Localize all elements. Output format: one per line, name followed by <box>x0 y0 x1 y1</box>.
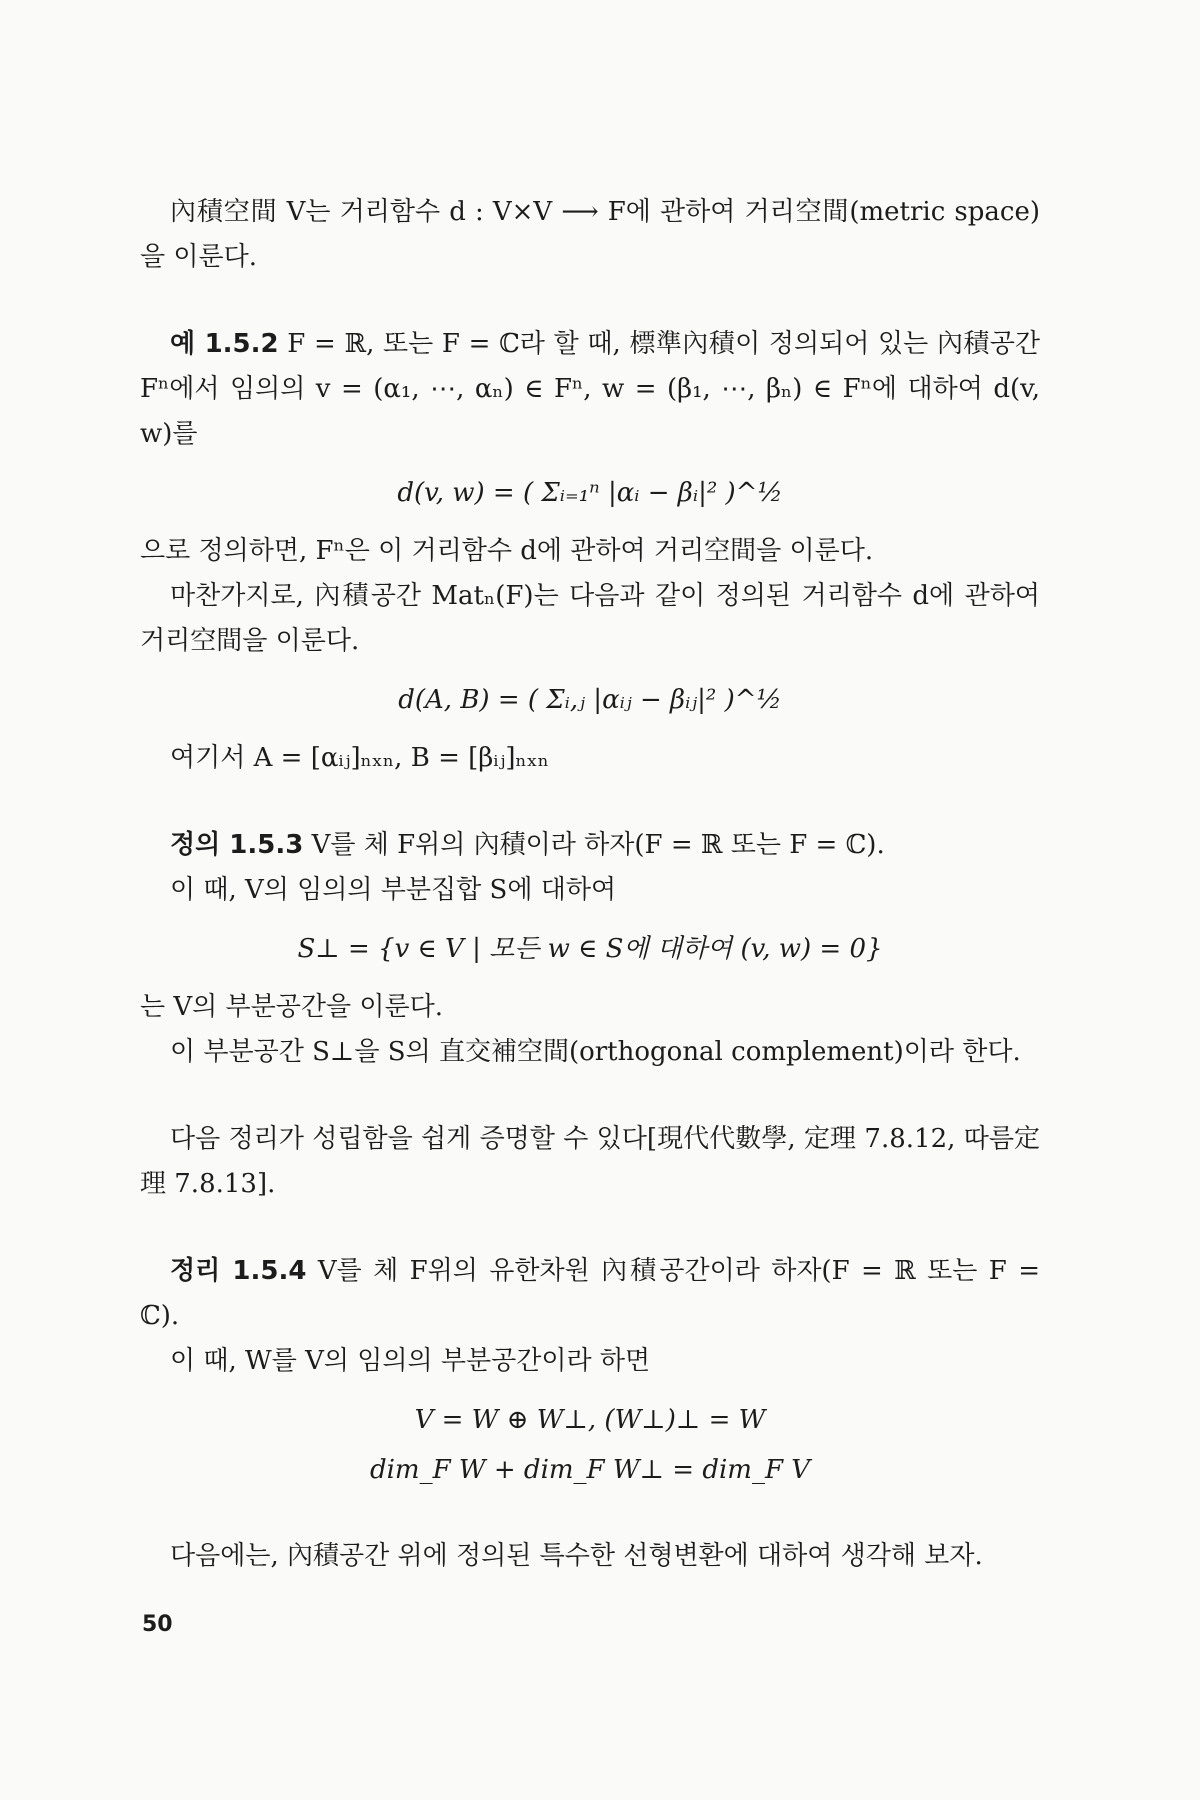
definition-heading: 정의 1.5.3 <box>170 830 304 860</box>
definition-line2: 이 때, V의 임의의 부분집합 S에 대하여 <box>170 875 617 905</box>
definition-after: 는 V의 부분공간을 이룬다. <box>140 992 443 1022</box>
definition-line4: 이 부분공간 S⊥을 S의 直交補空間(orthogonal complement)이라 한다. <box>170 1037 1021 1067</box>
theorem-1-5-4 <box>140 1249 1040 1339</box>
equation-distance-matrix: d(A, B) = ( Σᵢ,ⱼ |αᵢⱼ − βᵢⱼ|² )^½ <box>398 685 782 715</box>
equation-dimension: dim_F W + dim_F W⊥ = dim_F V <box>369 1455 811 1485</box>
paragraph-metric-space: 內積空間 V는 거리함수 d : V×V ⟶ F에 관하여 거리空間(metric space)을 이룬다. <box>140 197 1040 272</box>
equation-distance-vector: d(v, w) = ( Σᵢ₌₁ⁿ |αᵢ − βᵢ|² )^½ <box>397 478 783 508</box>
example-heading: 예 1.5.2 <box>170 329 279 359</box>
paragraph-after-eq1: 으로 정의하면, Fⁿ은 이 거리함수 d에 관하여 거리空間을 이룬다. <box>140 536 874 566</box>
paragraph-where: 여기서 A = [αᵢⱼ]ₙₓₙ, B = [βᵢⱼ]ₙₓₙ <box>170 743 550 773</box>
theorem-line2: 이 때, W를 V의 임의의 부분공간이라 하면 <box>170 1346 651 1376</box>
theorem-heading: 정리 1.5.4 <box>170 1256 307 1286</box>
theorem-text: V를 체 F위의 유한차원 內積공간이라 하자(F = ℝ 또는 F = ℂ). <box>140 1256 1040 1331</box>
example-text: F = ℝ, 또는 F = ℂ라 할 때, 標準內積이 정의되어 있는 內積공간 Fⁿ에서 임의의 v = (α₁, ⋯, αₙ) ∈ Fⁿ, w = (β₁, ⋯, βₙ) ∈ Fⁿ에 대하여 d(v, w)를 <box>140 329 1041 449</box>
page-number: 50 <box>142 1612 173 1637</box>
paragraph-last: 다음에는, 內積공간 위에 정의된 특수한 선형변환에 대하여 생각해 보자. <box>170 1541 983 1571</box>
example-1-5-2 <box>140 322 1040 457</box>
equation-orthogonal-set: S⊥ = {v ∈ V | 모든 w ∈ S에 대하여 (v, w) = 0} <box>297 934 883 964</box>
paragraph-next-theorem: 다음 정리가 성립함을 쉽게 증명할 수 있다[現代代數學, 定理 7.8.12, 따름定理 7.8.13]. <box>140 1124 1040 1199</box>
definition-text: V를 체 F위의 內積이라 하자(F = ℝ 또는 F = ℂ). <box>311 830 885 860</box>
page-body <box>140 190 1040 1579</box>
paragraph-matrix-space: 마찬가지로, 內積공간 Matₙ(F)는 다음과 같이 정의된 거리함수 d에 관하여 거리空間을 이룬다. <box>140 581 1040 656</box>
definition-1-5-3 <box>140 823 1040 868</box>
equation-direct-sum: V = W ⊕ W⊥, (W⊥)⊥ = W <box>414 1405 766 1435</box>
